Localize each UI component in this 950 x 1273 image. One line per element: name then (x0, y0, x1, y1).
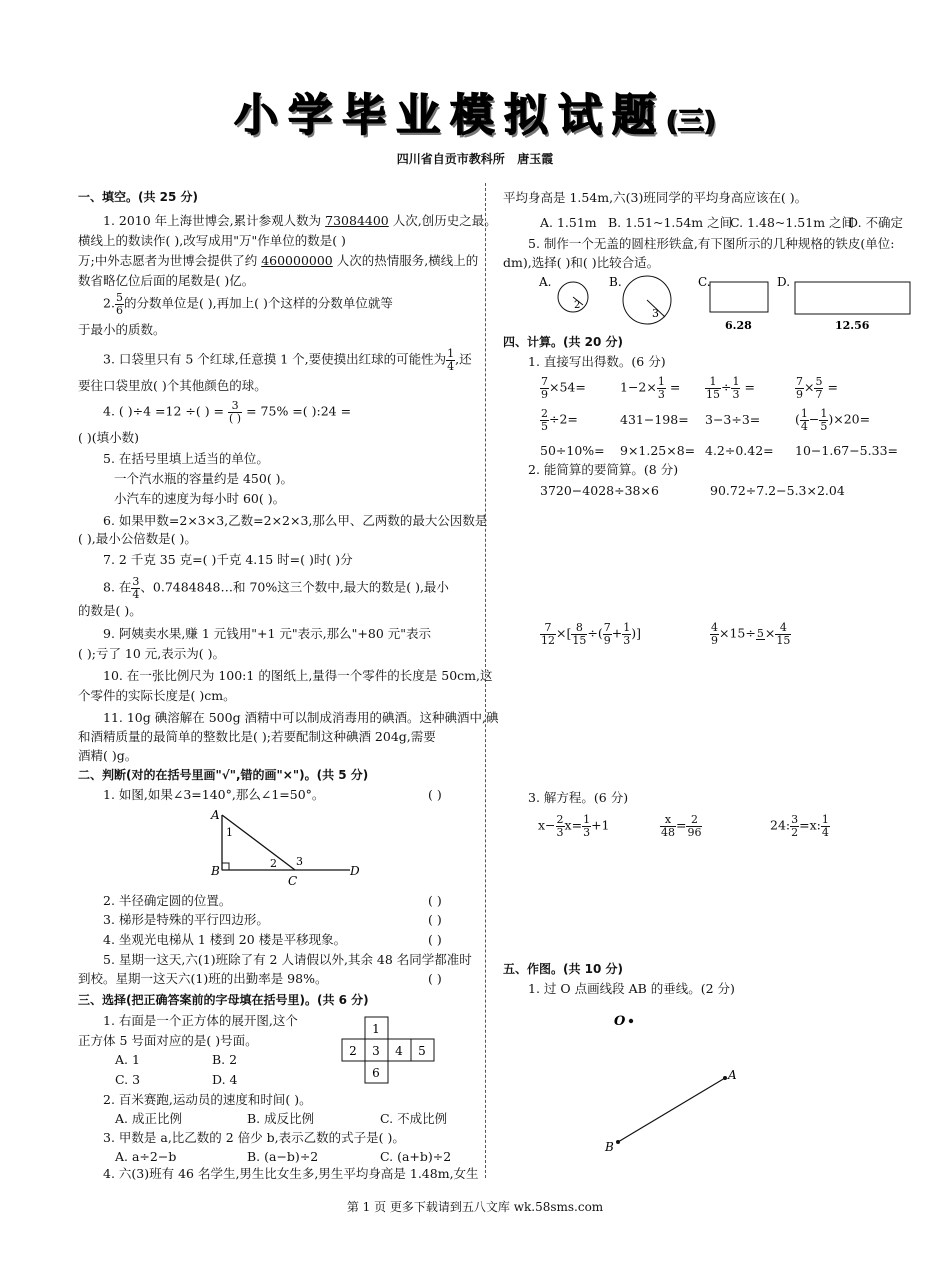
choice-q1-B: B. 2 (212, 1052, 238, 1067)
q4-line1: 4. ( )÷4 =12 ÷( ) = $\frac{3}{( )}$ = 75% =( ):24 = (103, 399, 352, 425)
section-5-heading: 五、作图。(共 10 分) (503, 962, 624, 976)
net-face-6: 6 (372, 1066, 380, 1080)
simplify-e2: 90.72÷7.2−5.3×2.04 (710, 483, 845, 498)
opt-B-radius: 3 (652, 307, 659, 320)
choice-q5-line2: dm),选择( )和( )比较合适。 (503, 255, 660, 270)
angle-3: 3 (296, 855, 303, 868)
opt-D-label: D. (777, 275, 791, 289)
point-B-label: B (605, 1140, 614, 1154)
oral-r1-c1: $\frac{7}{9}$ ×54= (541, 375, 586, 401)
fig-label-A: A (211, 808, 220, 822)
calc-part3-heading: 3. 解方程。(6 分) (528, 790, 629, 805)
choice-q4-A: A. 1.51m (540, 215, 597, 230)
q5-line2: 一个汽水瓶的容量约是 450( )。 (114, 471, 294, 486)
judge-q3: 3. 梯形是特殊的平行四边形。 (103, 912, 269, 927)
fig-label-B: B (211, 864, 220, 878)
choice-q2-C: C. 不成比例 (380, 1111, 448, 1126)
net-face-5: 5 (418, 1044, 426, 1058)
q1-line2: 横线上的数读作( ),改写成用"万"作单位的数是( ) (78, 233, 346, 248)
q5-line3: 小汽车的速度为每小时 60( )。 (114, 491, 286, 506)
page-title: 小学毕业模拟试题(三) (234, 90, 716, 141)
q7-line: 7. 2 千克 35 克=( )千克 4.15 时=( )时( )分 (103, 552, 353, 567)
calc-part2-heading: 2. 能简算的要简算。(8 分) (528, 462, 679, 477)
choice-q1-C: C. 3 (115, 1072, 141, 1087)
oral-r2-c4: ( $\frac{1}{4}$ − $\frac{1}{5}$ )×20= (795, 407, 871, 433)
choice-q3: 3. 甲数是 a,比乙数的 2 倍少 b,表示乙数的式子是( )。 (103, 1130, 405, 1145)
q11-line1: 11. 10g 碘溶解在 500g 酒精中可以制成消毒用的碘酒。这种碘酒中,碘 (103, 710, 499, 725)
equation-1: x− $\frac{2}{3}$ x= $\frac{1}{3}$ +1 (538, 813, 610, 839)
perpendicular-figure (600, 1005, 760, 1155)
judge-q5-paren: ( ) (428, 971, 442, 986)
choice-q2: 2. 百米赛跑,运动员的速度和时间( )。 (103, 1092, 312, 1107)
fig-label-C: C (288, 874, 298, 888)
q9-line1: 9. 阿姨卖水果,赚 1 元钱用"+1 元"表示,那么"+80 元"表示 (103, 626, 431, 641)
net-face-2: 2 (349, 1044, 357, 1058)
oral-r3-c3: 4.2÷0.42= (705, 443, 774, 458)
choice-q3-A: A. a÷2−b (115, 1149, 177, 1164)
oral-r3-c1: 50÷10%= (540, 443, 605, 458)
simplify-e4: $\frac{4}{9}$ ×15÷ 5 × $\frac{4}{15}$ (711, 621, 791, 647)
angle-2: 2 (270, 857, 277, 870)
q11-line3: 酒精( )g。 (78, 748, 138, 763)
section-1-heading: 一、填空。(共 25 分) (78, 190, 199, 204)
oral-r2-c2: 431−198= (620, 412, 689, 427)
choice-q4-line2: 平均身高是 1.54m,六(3)班同学的平均身高应该在( )。 (503, 190, 808, 205)
net-face-3: 3 (372, 1044, 380, 1058)
opt-A-radius: 2 (574, 300, 581, 311)
judge-q3-paren: ( ) (428, 912, 442, 927)
sheet-options-figure (535, 272, 915, 334)
choice-q3-B: B. (a−b)÷2 (247, 1149, 319, 1164)
q6-line2: ( ),最小公倍数是( )。 (78, 531, 197, 546)
choice-q3-C: C. (a+b)÷2 (380, 1149, 452, 1164)
q1-line1: 1. 2010 年上海世博会,累计参观人数为 73084400 人次,创历史之最。 (103, 213, 497, 228)
q3-line2: 要往口袋里放( )个其他颜色的球。 (78, 378, 267, 393)
q1-line4: 数省略亿位后面的尾数是( )亿。 (78, 273, 255, 288)
judge-q2-paren: ( ) (428, 893, 442, 908)
q4-line2: ( )(填小数) (78, 430, 139, 445)
oral-r1-c3: $\frac{1}{15}$ ÷ $\frac{1}{3}$ = (706, 375, 755, 401)
point-O-label: O (614, 1014, 626, 1029)
page-footer: 第 1 页 更多下载请到五八文库 wk.58sms.com (346, 1200, 604, 1214)
choice-q4-D: D. 不确定 (848, 215, 904, 230)
opt-B-label: B. (609, 275, 622, 289)
q3-line1: 3. 口袋里只有 5 个红球,任意摸 1 个,要使摸出红球的可能性为 $\frac{1}{4}$ ,还 (103, 347, 472, 373)
judge-q2: 2. 半径确定圆的位置。 (103, 893, 232, 908)
judge-q4: 4. 坐观光电梯从 1 楼到 20 楼是平移现象。 (103, 932, 347, 947)
choice-q1-A: A. 1 (115, 1052, 140, 1067)
q11-line2: 和酒精质量的最简单的整数比是( );若要配制这种碘酒 204g,需要 (78, 729, 436, 744)
net-face-4: 4 (395, 1044, 403, 1058)
fig-label-D: D (350, 864, 360, 878)
section-3-heading: 三、选择(把正确答案前的字母填在括号里)。(共 6 分) (78, 993, 369, 1007)
point-A-label: A (728, 1068, 737, 1082)
choice-q1-line2: 正方体 5 号面对应的是( )号面。 (78, 1033, 258, 1048)
q10-line2: 个零件的实际长度是( )cm。 (78, 688, 236, 703)
oral-r3-c2: 9×1.25×8= (620, 443, 696, 458)
choice-q4-line1: 4. 六(3)班有 46 名学生,男生比女生多,男生平均身高是 1.48m,女生 (103, 1166, 479, 1181)
q2-line2: 于最小的质数。 (78, 322, 166, 337)
segment-AB (618, 1078, 725, 1142)
angle-1: 1 (226, 826, 233, 839)
point-O (629, 1019, 633, 1023)
oral-r3-c4: 10−1.67−5.33= (795, 443, 898, 458)
section-2-heading: 二、判断(对的在括号里画"√",错的画"×")。(共 5 分) (78, 768, 369, 782)
oral-r2-c3: 3−3÷3= (705, 412, 761, 427)
opt-D-width: 12.56 (835, 319, 870, 332)
q9-line2: ( );亏了 10 元,表示为( )。 (78, 646, 225, 661)
choice-q2-A: A. 成正比例 (115, 1111, 182, 1126)
net-face-1: 1 (372, 1022, 380, 1036)
judge-q1: 1. 如图,如果∠3=140°,那么∠1=50°。 (103, 787, 325, 802)
judge-q5-line2: 到校。星期一这天六(1)班的出勤率是 98%。 (78, 971, 328, 986)
opt-C-label: C. (698, 275, 711, 289)
draw-q1: 1. 过 O 点画线段 AB 的垂线。(2 分) (528, 981, 735, 996)
choice-q4-C: C. 1.48~1.51m 之间 (730, 215, 855, 230)
equation-3: 24: $\frac{3}{2}$ =x: $\frac{1}{4}$ (770, 813, 829, 839)
q2-line1: 2. $\frac{5}{6}$ 的分数单位是( ),再加上( )个这样的分数单位就等 (103, 291, 393, 317)
cube-net (340, 1016, 436, 1086)
judge-q4-paren: ( ) (428, 932, 442, 947)
calc-part1-heading: 1. 直接写出得数。(6 分) (528, 354, 666, 369)
equation-2: $\frac{x}{48}$ = $\frac{2}{96}$ (661, 813, 702, 839)
oral-r1-c2: 1−2× $\frac{1}{3}$ = (620, 375, 681, 401)
oral-r1-c4: $\frac{7}{9}$ × $\frac{5}{7}$ = (796, 375, 838, 401)
simplify-e3: $\frac{7}{12}$ ×[ $\frac{8}{15}$ ÷( $\frac{7}{9}$ + $\frac{1}{3}$ )] (541, 621, 641, 647)
q8-line1: 8. 在 $\frac{3}{4}$ 、0.7484848…和 70%这三个数中,最大的数是( ),最小 (103, 575, 449, 601)
q8-line2: 的数是( )。 (78, 603, 142, 618)
q1-line3: 万;中外志愿者为世博会提供了约 460000000 人次的热情服务,横线上的 (78, 253, 479, 268)
opt-C-width: 6.28 (725, 319, 752, 332)
triangle-figure (200, 805, 370, 890)
section-4-heading: 四、计算。(共 20 分) (503, 335, 624, 349)
choice-q1-line1: 1. 右面是一个正方体的展开图,这个 (103, 1013, 298, 1028)
author-line: 四川省自贡市教科所 唐玉霞 (396, 152, 554, 166)
simplify-e1: 3720−4028÷38×6 (540, 483, 659, 498)
q5-line1: 5. 在括号里填上适当的单位。 (103, 451, 269, 466)
judge-q5-line1: 5. 星期一这天,六(1)班除了有 2 人请假以外,其余 48 名同学都准时 (103, 952, 472, 967)
choice-q5-line1: 5. 制作一个无盖的圆柱形铁盒,有下图所示的几种规格的铁皮(单位: (528, 236, 895, 251)
choice-q4-B: B. 1.51~1.54m 之间 (608, 215, 733, 230)
q6-line1: 6. 如果甲数=2×3×3,乙数=2×2×3,那么甲、乙两数的最大公因数是 (103, 513, 488, 528)
choice-q1-D: D. 4 (212, 1072, 238, 1087)
judge-q1-paren: ( ) (428, 787, 442, 802)
opt-A-label: A. (539, 275, 552, 289)
oral-r2-c1: $\frac{2}{5}$ ÷2= (541, 407, 578, 433)
choice-q2-B: B. 成反比例 (247, 1111, 315, 1126)
q10-line1: 10. 在一张比例尺为 100:1 的图纸上,量得一个零件的长度是 50cm,这 (103, 668, 493, 683)
